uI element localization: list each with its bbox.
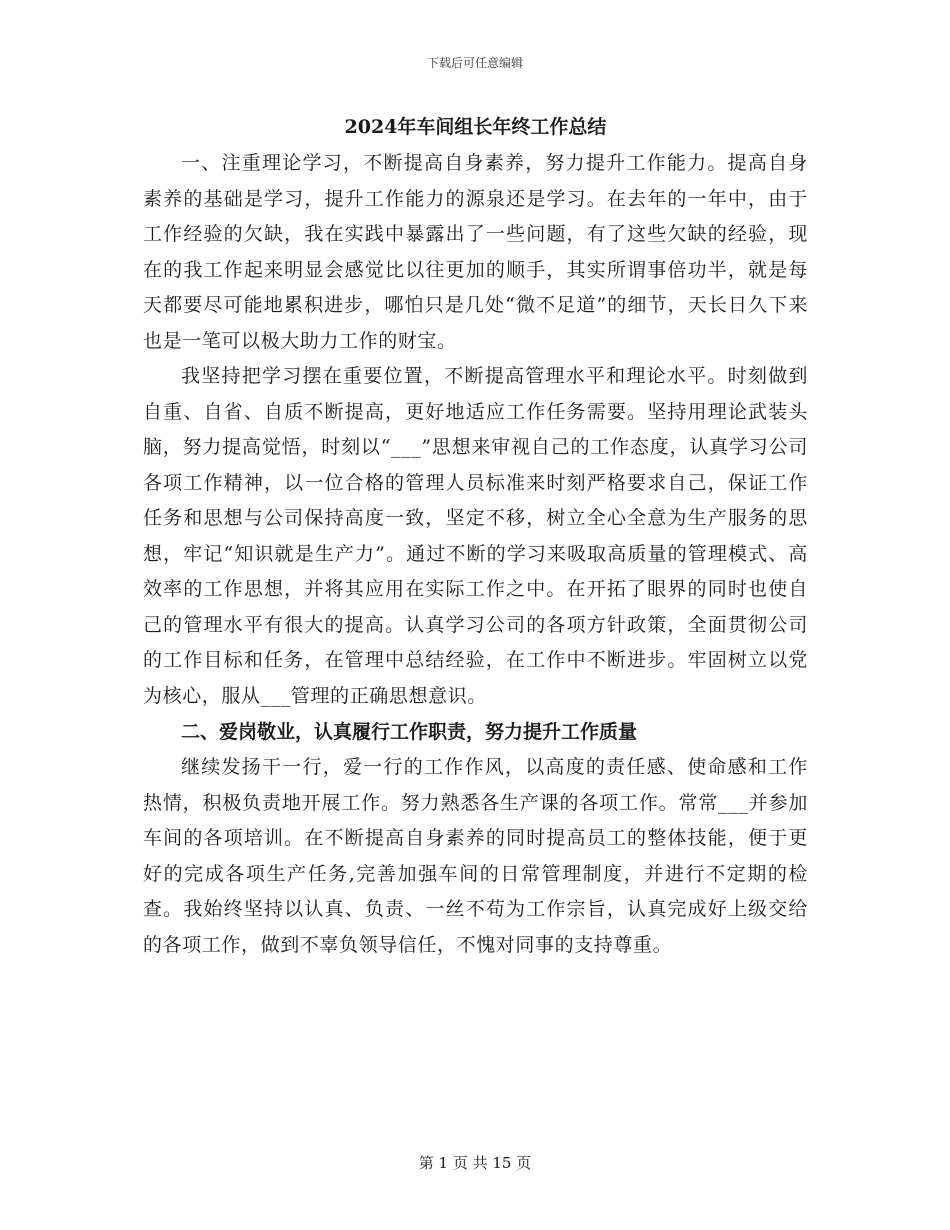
document-title: 2024年车间组长年终工作总结 [344, 116, 607, 138]
paragraph-2: 我坚持把学习摆在重要位置，不断提高管理水平和理论水平。时刻做到自重、自省、自质不断提高，更好地适应工作任务需要。坚持用理论武装头脑，努力提高觉悟，时刻以“___”思想来审视自己的工作态度，认真学习公司各项工作精神，以一位合格的管理人员标准来时刻严格要求自己，保证工作任务和思想与公司保持高度一致，坚定不移，树立全心全意为生产服务的思想，牢记“知识就是生产力”。通过不断的学习来吸取高质量的管理模式、高效率的工作思想，并将其应用在实际工作之中。在开拓了眼界的同时也使自己的管理水平有很大的提高。认真学习公司的各项方针政策，全面贯彻公司的工作目标和任务，在管理中总结经验，在工作中不断进步。牢固树立以党为核心，服从___管理的正确思想意识。 [143, 365, 808, 707]
paragraph-1: 一、注重理论学习，不断提高自身素养，努力提升工作能力。提高自身素养的基础是学习，提升工作能力的源泉还是学习。在去年的一年中，由于工作经验的欠缺，我在实践中暴露出了一些问题，有了这些欠缺的经验，现在的我工作起来明显会感觉比以往更加的顺手，其实所谓事倍功半，就是每天都要尽可能地累积进步，哪怕只是几处“微不足道”的细节，天长日久下来也是一笔可以极大助力工作的财宝。 [143, 152, 808, 352]
page-footer: 第 1 页 共 15 页 [418, 1154, 532, 1172]
section-2-heading: 二、爱岗敬业，认真履行工作职责，努力提升工作质量 [181, 721, 638, 743]
section-2-paragraph: 继续发扬干一行，爱一行的工作作风，以高度的责任感、使命感和工作热情，积极负责地开展工作。努力熟悉各生产课的各项工作。常常___并参加车间的各项培训。在不断提高自身素养的同时提高员工的整体技能，便于更好的完成各项生产任务,完善加强车间的日常管理制度，并进行不定期的检查。我始终坚持以认真、负责、一丝不苟为工作宗旨，认真完成好上级交给的各项工作，做到不辜负领导信任，不愧对同事的支持尊重。 [143, 756, 808, 956]
document-body [143, 112, 808, 963]
page-header: 下载后可任意编辑 [426, 56, 523, 70]
